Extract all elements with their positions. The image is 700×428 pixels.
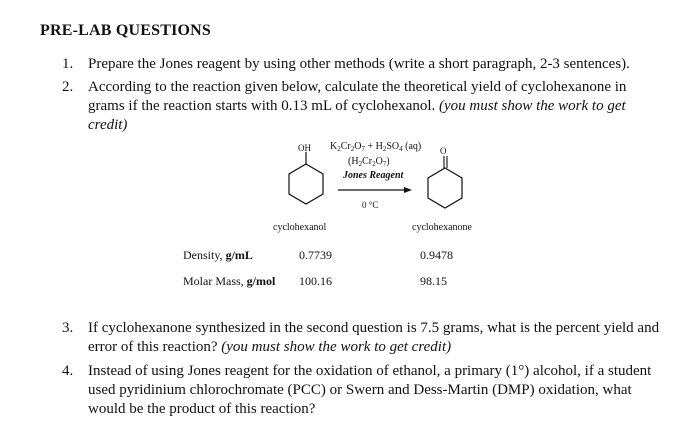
question-number: 2.: [62, 79, 74, 95]
question-4: [62, 362, 662, 419]
question-3: [62, 319, 662, 357]
molar-mass-label: Molar Mass, g/mol: [183, 274, 276, 288]
question-note: (you must show the work to get credit): [88, 98, 626, 133]
question-number: 3.: [62, 320, 74, 336]
page-heading: PRE-LAB QUESTIONS: [40, 22, 211, 39]
reaction-arrow-head: [404, 187, 412, 193]
question-number: 4.: [62, 363, 74, 379]
question-note: (you must show the work to get credit): [221, 339, 452, 355]
product-density: 0.9478: [420, 248, 453, 262]
cyclohexanone-ring: [428, 168, 462, 208]
reagent-formula: $K_2Cr_2O_7 + H_2SO_4$ (aq): [330, 141, 422, 153]
question-number: 1.: [62, 56, 74, 72]
question-2: [62, 78, 662, 135]
question-text: Prepare the Jones reagent by using other methods (write a short paragraph, 2-3 sentences).: [88, 56, 630, 72]
reactant-molar-mass: 100.16: [299, 274, 332, 288]
product-molar-mass: 98.15: [420, 274, 447, 288]
product-name: cyclohexanone: [412, 222, 472, 233]
reagent-name: Jones Reagent: [343, 170, 404, 181]
question-text: Instead of using Jones reagent for the oxidation of ethanol, a primary (1°) alcohol, if a student used pyridinium chlorochromate (PCC) or Swern and Dess-Martin (DMP) oxidation, what would be the product of this reaction?: [88, 363, 652, 417]
reagent-formula-alt: $(H_2Cr_2O_7)$: [348, 156, 390, 168]
reactant-density: 0.7739: [299, 248, 332, 262]
carbonyl-oxygen-label: O: [440, 146, 447, 156]
density-label: Density, g/mL: [183, 248, 253, 262]
hydroxyl-label: OH: [298, 143, 311, 153]
question-text: According to the reaction given below, calculate the theoretical yield of cyclohexanone in grams if the reaction starts with 0.13 mL of cyclohexanol.: [88, 79, 627, 114]
reaction-temperature: 0 °C: [362, 200, 379, 210]
question-1: [62, 55, 662, 74]
question-text: If cyclohexanone synthesized in the second question is 7.5 grams, what is the percent yield and error of this reaction?: [88, 320, 660, 355]
cyclohexanol-ring: [289, 164, 323, 204]
reactant-name: cyclohexanol: [273, 222, 327, 233]
